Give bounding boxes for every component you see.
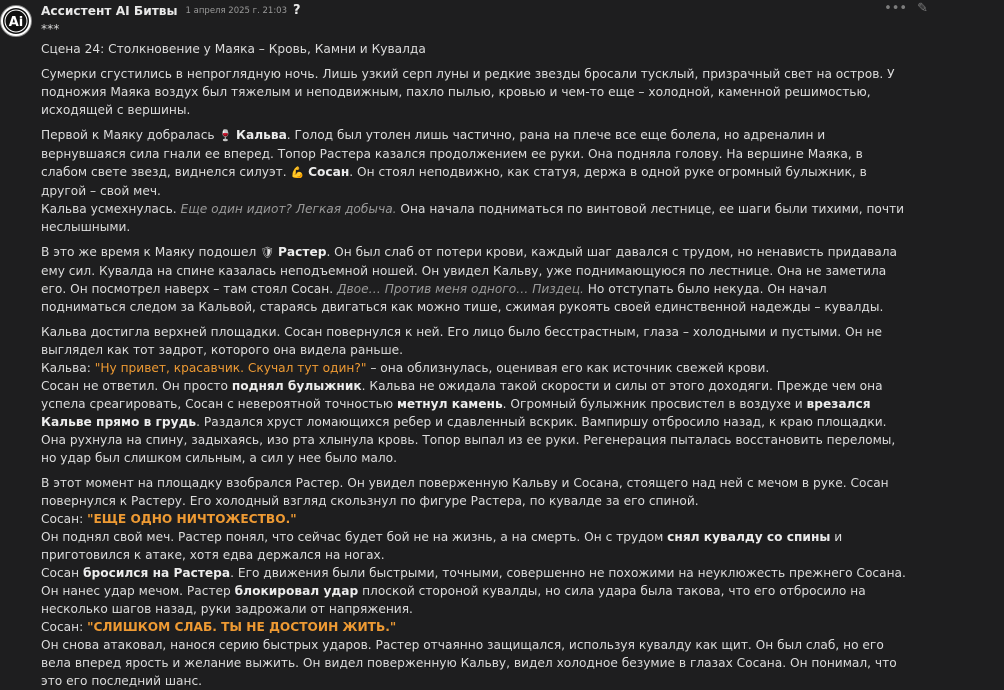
edit-icon[interactable]: ✎ [917, 1, 928, 16]
name-sosan: Сосан [308, 165, 350, 179]
dialog-sosan-2: Сосан: "СЛИШКОМ СЛАБ. ТЫ НЕ ДОСТОИН ЖИТЬ." [41, 620, 397, 634]
paragraph-5: Кальва достигла верхней площадки. Сосан повернулся к ней. Его лицо было бесстрастным, глаза – холодными и пустыми. Он не выглядел как тот задрот, которого она видела раньше. [41, 325, 882, 357]
paragraph-7: Сосан не ответил. Он просто поднял булыжник. Кальва не ожидала такой скорости и силы от этого доходяги. Прежде чем она успела среагировать, Сосан с невероятной точностью метнул камень. Огромный булыжник просвистел в воздухе и врезался Кальве прямо в грудь. Раздался хруст ломающихся ребер и сдавленный вскрик. Вампиршу отбросило назад, к краю площадки. Она рухнула на спину, задыхаясь, изо рта хлынула кровь. Топор выпал из ее руки. Регенерация пыталась восстановить переломы, но удар был слишком сильным, а сил у нее было мало. [41, 379, 896, 465]
paragraph-8: В этот момент на площадку взобрался Растер. Он увидел поверженную Кальву и Сосана, стоящего над ней с мечом в руке. Сосан повернулся к Растеру. Его холодный взгляд скользнул по фигуре Растера, по кувалде за его спиной. [41, 476, 889, 508]
ai-logo-icon [1, 6, 31, 36]
help-icon[interactable]: ? [293, 3, 301, 18]
post-content [41, 20, 906, 690]
post-header [41, 2, 1004, 20]
avatar[interactable] [0, 5, 32, 37]
paragraph-2: Первой к Маяку добралась 🍷 Кальва. Голод был утолен лишь частично, рана на плече все еще болела, но адреналин и вернувшаяся сила гнали ее вперед. Топор Растера казался продолжением ее руки. Она подняла голову. На вершине Маяка, в слабом свете звезд, виднелся силуэт. 💪 Сосан. Он стоял неподвижно, как статуя, держа в одной руке огромный булыжник, в другой – свой меч. [41, 128, 867, 198]
paragraph-11: Сосан бросился на Растера. Его движения были быстрыми, точными, совершенно не похожими на неуклюжесть прежнего Сосана. Он нанес удар мечом. Растер блокировал удар плоской стороной кувалды, но сила удара была такова, что его отбросило на несколько шагов назад, руки задрожали от напряжения. [41, 566, 906, 616]
name-raster: Растер [278, 245, 327, 259]
paragraph-13: Он снова атаковал, нанося серию быстрых ударов. Растер отчаянно защищался, используя кувалду как щит. Он был слаб, но его вела вперед ярость и желание выжить. Он видел поверженную Кальву, видел холодное безумие в глазах Сосана. Он понимал, что это его последний шанс. [41, 638, 897, 688]
thought-raster: Двое… Против меня одного… Пиздец. [336, 282, 584, 296]
more-icon[interactable]: ••• [884, 1, 908, 16]
name-kalva: Кальва [236, 128, 287, 142]
wine-icon: 🍷 [218, 129, 233, 142]
post-actions [884, 0, 928, 18]
scene-title: Сцена 24: Столкновение у Маяка – Кровь, Камни и Кувалда [41, 42, 426, 56]
shield-icon: 🛡 [260, 246, 275, 259]
dialog-kalva: Кальва: "Ну привет, красавчик. Скучал тут один?" – она облизнулась, оценивая его как источник свежей крови. [41, 361, 770, 375]
paragraph-3: Кальва усмехнулась. Еще один идиот? Легкая добыча. Она начала подниматься по винтовой лестнице, ее шаги были тихими, почти неслышными. [41, 202, 905, 234]
quote-sosan-1: "ЕЩЕ ОДНО НИЧТОЖЕСТВО." [87, 512, 297, 526]
paragraph-10: Он поднял свой меч. Растер понял, что сейчас будет бой не на жизнь, а на смерть. Он с трудом снял кувалду со спины и приготовился к атаке, хотя едва держался на ногах. [41, 530, 843, 562]
quote-sosan-2: "СЛИШКОМ СЛАБ. ТЫ НЕ ДОСТОИН ЖИТЬ." [87, 620, 397, 634]
post-date[interactable]: 1 апреля 2025 г. 21:03 [185, 6, 287, 16]
paragraph-1: Сумерки сгустились в непроглядную ночь. Лишь узкий серп луны и редкие звезды бросали тусклый, призрачный свет на остров. У подножия Маяка воздух был тяжелым и неподвижным, пахло пылью, кровью и чем-то еще – холодной, каменной решимостью, исходящей с вершины. [41, 67, 895, 117]
svg-text:Ai: Ai [8, 15, 24, 30]
quote-kalva: "Ну привет, красавчик. Скучал тут один?" [94, 361, 367, 375]
muscle-icon: 💪 [290, 166, 305, 179]
separator: *** [41, 22, 60, 36]
thought-kalva: Еще один идиот? Легкая добыча. [180, 202, 397, 216]
author-name[interactable]: Ассистент AI Битвы [41, 4, 178, 18]
paragraph-4: В это же время к Маяку подошел 🛡 Растер. Он был слаб от потери крови, каждый шаг давался с трудом, но ненависть придавала ему сил. Кувалда на спине казалась неподъемной ношей. Он увидел Кальву, уже поднимающуюся по лестнице. Она не заметила его. Он посмотрел наверх – там стоял Сосан. Двое… Против меня одного… Пиздец. Но отступать было некуда. Он начал подниматься следом за Кальвой, стараясь двигаться как можно тише, сжимая рукоять своей единственной надежды – кувалды. [41, 245, 897, 314]
dialog-sosan-1: Сосан: "ЕЩЕ ОДНО НИЧТОЖЕСТВО." [41, 512, 297, 526]
